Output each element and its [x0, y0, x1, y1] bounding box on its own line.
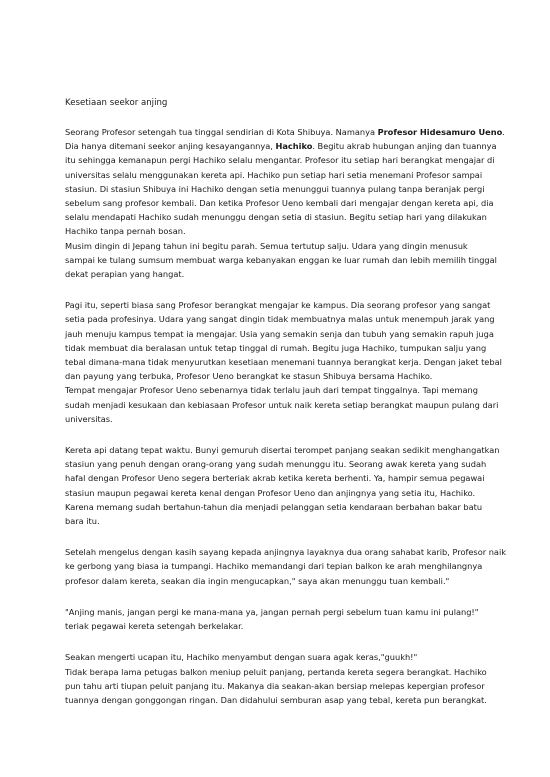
text-line: Pagi itu, seperti biasa sang Profesor berangkat mengajar ke kampus. Dia seorang profesor yang sangat — [65, 300, 491, 311]
text-line: setia pada profesinya. Udara yang sangat dingin tidak membuatnya malas untuk menempuh jarak yang — [65, 314, 495, 325]
text-line: Setelah mengelus dengan kasih sayang kepada anjingnya layaknya dua orang sahabat karib, Profesor naik — [65, 547, 506, 558]
text-line: tuannya dengan gonggongan ringan. Dan didahului semburan asap yang tebal, kereta pun berangkat. — [65, 694, 487, 705]
text-line: tebal dimana-mana tidak menyurutkan kesetiaan menemani tuannya berangkat kerja. Dengan jaket tebal — [65, 357, 502, 368]
text-line: Seakan mengerti ucapan itu, Hachiko menyambut dengan suara agak keras,"guukh!" — [65, 652, 418, 663]
text-line: hafal dengan Profesor Ueno segera berteriak akrab ketika kereta berhenti. Ya, hampir semua pegawai — [65, 473, 485, 484]
paragraph-gap — [65, 528, 492, 545]
text-run: . Begitu akrab hubungan anjing dan tuannya — [312, 141, 497, 152]
text-line — [65, 139, 497, 153]
text-line: universitas. — [65, 413, 113, 424]
text-line: dan payung yang terbuka, Profesor Ueno berangkat ke stasun Shibuya bersama Hachiko. — [65, 371, 433, 382]
text-line: stasiun. Di stasiun Shibuya ini Hachiko dengan setia menunggui tuannya pulang tanpa beranjak pergi — [65, 183, 485, 194]
text-line: tidak membuat dia beralasan untuk tetap tinggal di rumah. Begitu juga Hachiko, tumpukan salju yang — [65, 342, 487, 353]
text-line: jauh menuju kampus tempat ia mengajar. Usia yang semakin senja dan tubuh yang semakin rapuh juga — [65, 328, 494, 339]
paragraph-gap — [65, 588, 492, 605]
text-line — [65, 125, 505, 139]
text-line: pun tahu arti tiupan peluit panjang itu. Makanya dia seakan-akan bersiap melepas kepergian profesor — [65, 680, 485, 691]
paragraph-gap — [65, 281, 492, 298]
bold-name-hachiko: Hachiko — [275, 141, 313, 152]
text-line: stasiun yang penuh dengan orang-orang yang sudah menunggu itu. Seorang awak kereta yang sudah — [65, 459, 487, 470]
paragraph-2 — [65, 298, 502, 426]
paragraph-5 — [65, 605, 492, 633]
text-line: sebelum sang profesor kembali. Dan ketika Profesor Ueno kembali dari mengajar dengan kereta api, dia — [65, 198, 494, 209]
bold-name-professor: Profesor Hidesamuro Ueno — [377, 127, 503, 137]
text-line: Tidak berapa lama petugas balkon meniup peluit panjang, pertanda kereta segera berangkat. Hachiko — [65, 666, 487, 677]
text-line: sudah menjadi kesukaan dan kebiasaan Profesor untuk naik kereta setiap berangkat maupun pulang dari — [65, 399, 499, 410]
paragraph-gap — [65, 633, 492, 650]
text-line: Musim dingin di Jepang tahun ini begitu parah. Semua tertutup salju. Udara yang dingin menusuk — [65, 240, 468, 251]
document-title: Kesetiaan seekor anjing — [65, 98, 168, 108]
text-run: . — [502, 127, 505, 137]
text-line: selalu mendapati Hachiko sudah menunggu dengan setia di stasiun. Begitu setiap hari yang dilakukan — [65, 212, 487, 223]
text-line: "Anjing manis, jangan pergi ke mana-mana ya, jangan pernah pergi sebelum tuan kamu ini pulang!" — [65, 606, 479, 617]
text-line: Tempat mengajar Profesor Ueno sebenarnya tidak terlalu jauh dari tempat tinggalnya. Tapi memang — [65, 385, 478, 396]
text-line: profesor dalam kereta, seakan dia ingin mengucapkan," saya akan menunggu tuan kembali." — [65, 575, 450, 586]
text-line: Kereta api datang tepat waktu. Bunyi gemuruh disertai terompet panjang seakan sedikit menghangatkan — [65, 445, 500, 456]
text-run: Seorang Profesor setengah tua tinggal sendirian di Kota Shibuya. Namanya — [65, 127, 378, 137]
text-line: bara itu. — [65, 516, 100, 527]
paragraph-3 — [65, 443, 500, 528]
text-line: teriak pegawai kereta setengah berkelakar. — [65, 621, 244, 632]
text-line: sampai ke tulang sumsum membuat warga kebanyakan enggan ke luar rumah dan lebih memilih tinggal — [65, 254, 497, 265]
paragraph-gap — [65, 426, 492, 443]
text-line: itu sehingga kemanapun pergi Hachiko selalu mengantar. Profesor itu setiap hari berangkat mengajar di — [65, 155, 495, 166]
text-line: universitas selalu menggunakan kereta api. Hachiko pun setiap hari setia menemani Profesor sampai — [65, 169, 483, 180]
text-line: ke gerbong yang biasa ia tumpangi. Hachiko memandangi dari tepian balkon ke arah menghilangnya — [65, 561, 483, 572]
text-line: Hachiko tanpa pernah bosan. — [65, 226, 186, 237]
text-run: Dia hanya ditemani seekor anjing kesayangannya, — [65, 141, 276, 152]
paragraph-1 — [65, 125, 505, 281]
text-line: stasiun maupun pegawai kereta kenal dengan Profesor Ueno dan anjingnya yang setia itu, Hachiko. — [65, 487, 476, 498]
text-line: dekat perapian yang hangat. — [65, 269, 185, 280]
paragraph-4 — [65, 545, 506, 588]
paragraph-6 — [65, 650, 492, 707]
text-line: Karena memang sudah bertahun-tahun dia menjadi pelanggan setia kendaraan berbahan bakar batu — [65, 501, 483, 512]
